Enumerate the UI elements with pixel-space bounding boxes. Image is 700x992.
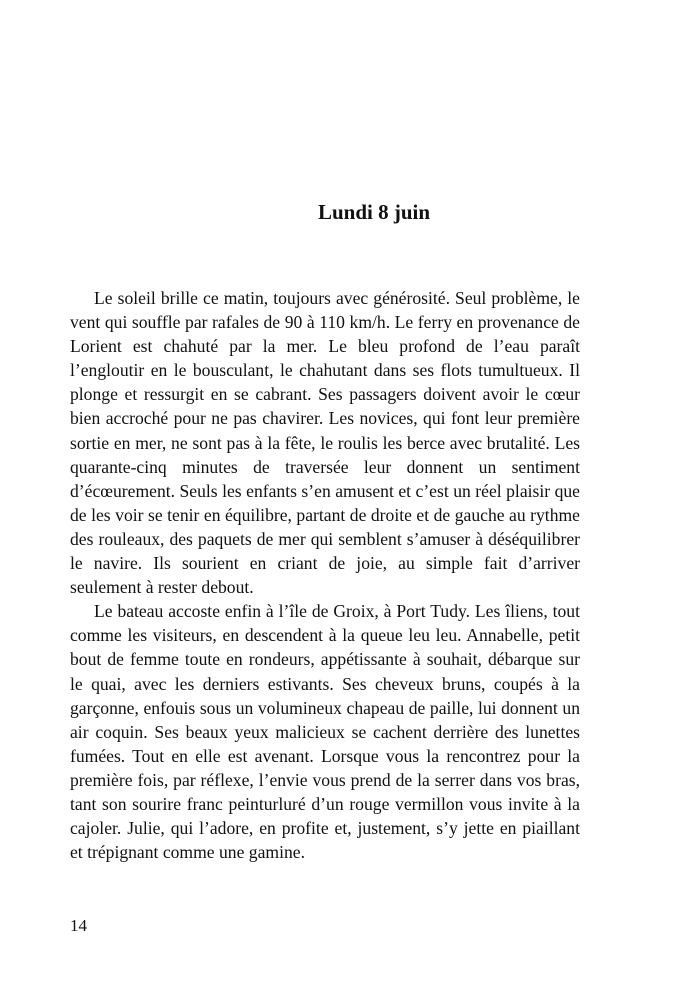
chapter-title: Lundi 8 juin <box>317 200 431 224</box>
page-number: 14 <box>70 916 87 935</box>
paragraph: Le soleil brille ce matin, toujours avec générosité. Seul problème, le vent qui souffle par rafales de 90 à 110 km/h. Le ferry en provenance de Lorient est chahuté par la mer. Le bleu profond de l’eau paraît l’engloutir en le bousculant, le chahutant dans ses flots tumultueux. Il plonge et ressurgit en se cabrant. Ses passagers doivent avoir le cœur bien accroché pour ne pas chavirer. Les novices, qui font leur première sortie en mer, ne sont pas à la fête, le roulis les berce avec brutalité. Les quarante-cinq minutes de traversée leur donnent un sentiment d’écœurement. Seuls les enfants s’en amusent et c’est un réel plaisir que de les voir se tenir en équilibre, partant de droite et de gauche au rythme des rouleaux, des paquets de mer qui semblent s’amuser à déséquilibrer le navire. Ils sourient en criant de joie, au simple fait d’arriver seulement à rester debout. <box>70 288 580 598</box>
chapter-body <box>70 286 580 864</box>
paragraph: Le bateau accoste enfin à l’île de Groix, à Port Tudy. Les îliens, tout comme les visiteurs, en descendent à la queue leu leu. Annabelle, petit bout de femme toute en rondeurs, appétissante à souhait, débarque sur le quai, avec les derniers estivants. Ses cheveux bruns, coupés à la garçonne, enfouis sous un volumineux chapeau de paille, lui donnent un air coquin. Ses beaux yeux malicieux se cachent derrière des lunettes fumées. Tout en elle est avenant. Lorsque vous la rencontrez pour la première fois, par réflexe, l’envie vous prend de la serrer dans vos bras, tant son sourire franc peinturluré d’un rouge vermillon vous invite à la cajoler. Julie, qui l’adore, en profite et, justement, s’y jette en piaillant et trépignant comme une gamine. <box>70 601 580 863</box>
